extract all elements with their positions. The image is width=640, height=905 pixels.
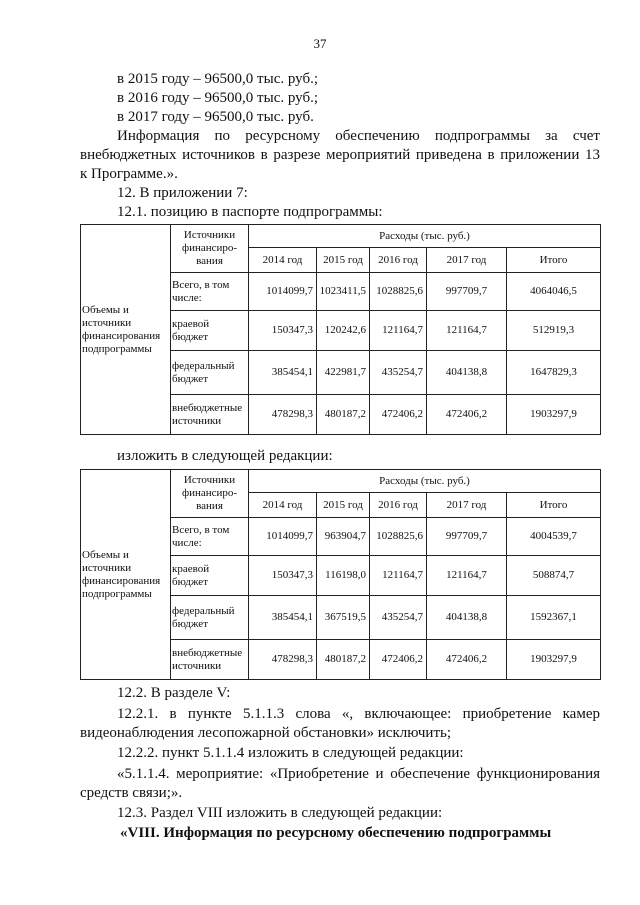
header-year-2014: 2014 год [249,493,317,518]
intro-line-2016: в 2016 году – 96500,0 тыс. руб.; [117,90,319,106]
section-heading: «VIII. Информация по ресурсному обеспечению подпрограммы [120,825,552,841]
item-12-2: 12.2. В разделе V: [117,685,231,701]
value-cell: 385454,1 [249,351,317,395]
header-sources: Источники финансиро-вания [171,470,249,518]
page-number: 37 [313,36,327,51]
item-12-2-1-line-1: 12.2.1. в пункте 5.1.1.3 слова «, включающее: приобретение камер [117,706,600,722]
value-cell: 472406,2 [427,395,507,435]
table-before [80,224,601,435]
intro-line-2017: в 2017 году – 96500,0 тыс. руб. [117,109,314,125]
source-cell: внебюджетные источники [171,640,249,680]
value-cell: 480187,2 [317,640,370,680]
header-total: Итого [507,493,601,518]
value-cell: 4064046,5 [507,273,601,311]
source-cell: краевой бюджет [171,556,249,596]
source-cell: федеральный бюджет [171,596,249,640]
source-cell: внебюджетные источники [171,395,249,435]
value-cell: 385454,1 [249,596,317,640]
source-cell: федеральный бюджет [171,351,249,395]
value-cell: 997709,7 [427,273,507,311]
value-cell: 478298,3 [249,395,317,435]
header-year-2015: 2015 год [317,493,370,518]
info-paragraph-line-3: к Программе.». [80,166,178,182]
source-cell: краевой бюджет [171,311,249,351]
item-12: 12. В приложении 7: [117,185,248,201]
value-cell: 963904,7 [317,518,370,556]
item-12-2-2: 12.2.2. пункт 5.1.1.4 изложить в следующей редакции: [117,745,464,761]
quote-5114-line-1: «5.1.1.4. мероприятие: «Приобретение и обеспечение функционирования [117,766,600,782]
value-cell: 121164,7 [370,556,427,596]
value-cell: 1014099,7 [249,273,317,311]
info-paragraph-line-1: Информация по ресурсному обеспечению подпрограммы за счет [117,128,600,144]
info-paragraph-line-2: внебюджетных источников в разрезе мероприятий приведена в приложении 13 [80,147,600,163]
value-cell: 121164,7 [370,311,427,351]
header-year-2016: 2016 год [370,493,427,518]
value-cell: 422981,7 [317,351,370,395]
header-expenses: Расходы (тыс. руб.) [249,470,601,493]
value-cell: 478298,3 [249,640,317,680]
value-cell: 512919,3 [507,311,601,351]
intro-line-2015: в 2015 году – 96500,0 тыс. руб.; [117,71,319,87]
table-after [80,469,601,680]
item-12-2-1-line-2: видеонаблюдения лесопожарной обстановки» исключить; [80,725,452,741]
source-cell: Всего, в том числе: [171,518,249,556]
source-cell: Всего, в том числе: [171,273,249,311]
value-cell: 121164,7 [427,556,507,596]
value-cell: 1647829,3 [507,351,601,395]
value-cell: 150347,3 [249,311,317,351]
value-cell: 1023411,5 [317,273,370,311]
header-total: Итого [507,248,601,273]
value-cell: 472406,2 [370,395,427,435]
item-12-1: 12.1. позицию в паспорте подпрограммы: [117,204,383,220]
value-cell: 1903297,9 [507,640,601,680]
value-cell: 472406,2 [427,640,507,680]
header-year-2015: 2015 год [317,248,370,273]
value-cell: 120242,6 [317,311,370,351]
row-label-volumes: Объемы и источники финансирования подпрограммы [81,470,171,680]
header-year-2014: 2014 год [249,248,317,273]
value-cell: 472406,2 [370,640,427,680]
header-year-2017: 2017 год [427,493,507,518]
quote-5114-line-2: средств связи;». [80,785,183,801]
value-cell: 1028825,6 [370,273,427,311]
value-cell: 1014099,7 [249,518,317,556]
row-label-volumes: Объемы и источники финансирования подпрограммы [81,225,171,435]
value-cell: 116198,0 [317,556,370,596]
header-year-2016: 2016 год [370,248,427,273]
value-cell: 435254,7 [370,351,427,395]
value-cell: 404138,8 [427,351,507,395]
header-year-2017: 2017 год [427,248,507,273]
value-cell: 1903297,9 [507,395,601,435]
value-cell: 404138,8 [427,596,507,640]
value-cell: 150347,3 [249,556,317,596]
value-cell: 508874,7 [507,556,601,596]
value-cell: 367519,5 [317,596,370,640]
value-cell: 1592367,1 [507,596,601,640]
value-cell: 1028825,6 [370,518,427,556]
header-expenses: Расходы (тыс. руб.) [249,225,601,248]
between-text: изложить в следующей редакции: [117,448,333,464]
value-cell: 4004539,7 [507,518,601,556]
item-12-3: 12.3. Раздел VIII изложить в следующей редакции: [117,805,443,821]
value-cell: 121164,7 [427,311,507,351]
value-cell: 480187,2 [317,395,370,435]
header-sources: Источники финансиро-вания [171,225,249,273]
value-cell: 997709,7 [427,518,507,556]
value-cell: 435254,7 [370,596,427,640]
